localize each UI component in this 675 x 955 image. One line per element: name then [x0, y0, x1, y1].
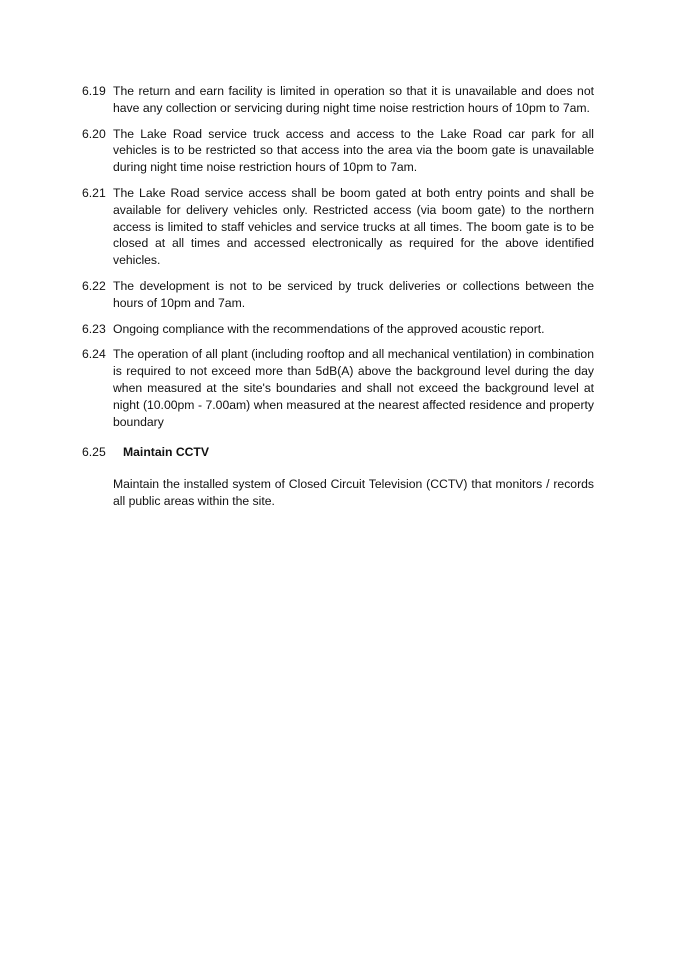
clause-6-24: [82, 346, 594, 430]
section-heading-6-25: [82, 444, 594, 461]
clause-number: 6.24: [82, 347, 106, 362]
clause-number: 6.20: [82, 126, 106, 141]
conditions-list: [82, 83, 594, 510]
section-title: Maintain CCTV: [123, 445, 209, 460]
clause-text: Ongoing compliance with the recommendations of the approved acoustic report.: [113, 321, 545, 336]
clause-number: 6.23: [82, 321, 106, 336]
clause-6-20: [82, 126, 594, 176]
clause-text: The Lake Road service access shall be boom gated at both entry points and shall be available for delivery vehicles only. Restricted access (via boom gate) to the northern access is limited to staff vehicles and service trucks at all times. The boom gate is to be closed at all times and accessed electronically as required for the above identified vehicles.: [113, 185, 594, 268]
clause-number: 6.19: [82, 84, 106, 98]
clause-text: The return and earn facility is limited in operation so that it is unavailable and does not have any collection or servicing during night time noise restriction hours of 10pm to 7am.: [113, 84, 594, 115]
clause-6-23: [82, 321, 594, 338]
clause-text: The operation of all plant (including rooftop and all mechanical ventilation) in combination is required to not exceed more than 5dB(A) above the background level during the day when measured at the site's boundaries and shall not exceed the background level at night (10.00pm - 7.00am) when measured at the nearest affected residence and property boundary: [113, 347, 594, 429]
clause-text: The development is not to be serviced by truck deliveries or collections between the hours of 10pm and 7am.: [113, 278, 594, 310]
clause-6-19: [82, 83, 594, 117]
section-number: 6.25: [82, 445, 106, 460]
clause-text: The Lake Road service truck access and access to the Lake Road car park for all vehicles is to be restricted so that access into the area via the boom gate is unavailable during night time noise restriction hours of 10pm to 7am.: [113, 126, 594, 175]
clause-number: 6.22: [82, 278, 106, 293]
clause-number: 6.21: [82, 185, 106, 200]
clause-6-22: [82, 278, 594, 312]
section-body: Maintain the installed system of Closed Circuit Television (CCTV) that monitors / records all public areas within the site.: [113, 477, 594, 508]
clause-6-21: [82, 185, 594, 269]
